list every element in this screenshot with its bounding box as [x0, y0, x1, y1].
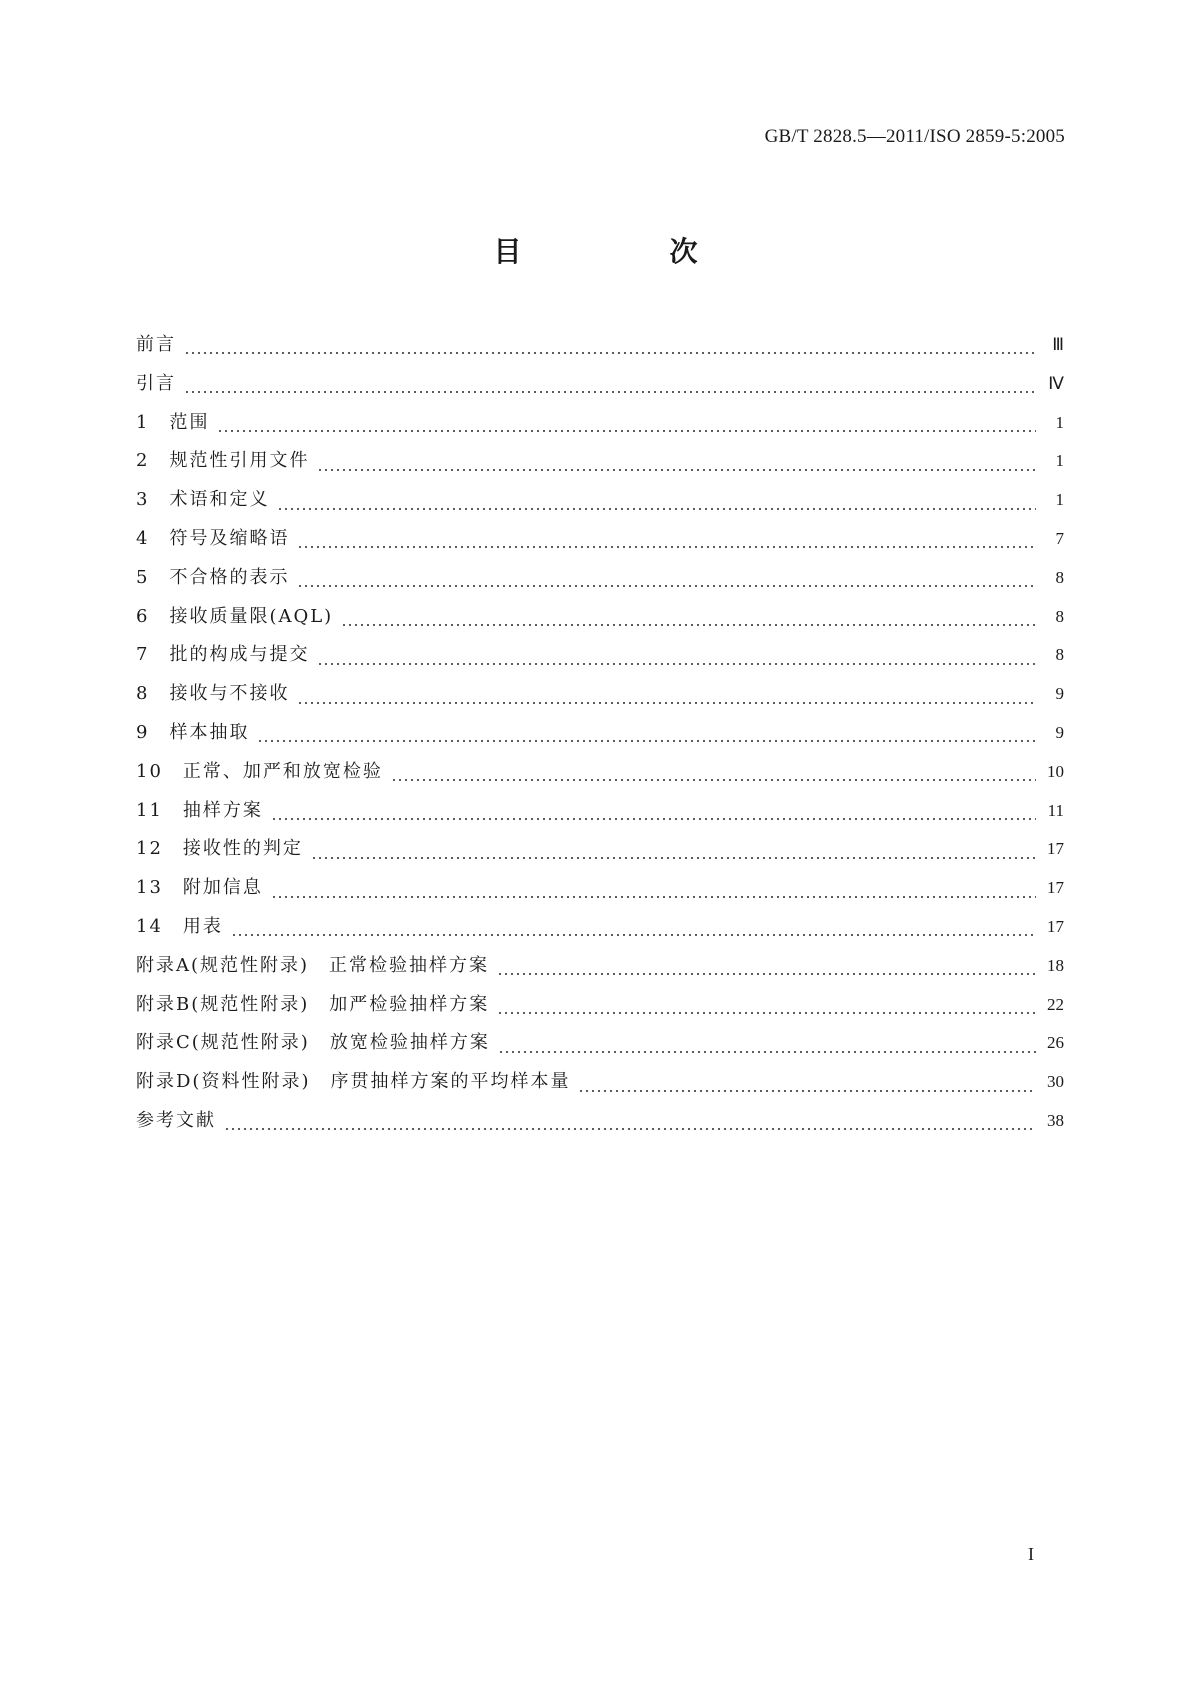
- toc-entry-page: 30: [1047, 1072, 1064, 1092]
- page-title: 目 次: [493, 235, 758, 268]
- toc-entry[interactable]: [136, 990, 1064, 1029]
- toc-entry-label: 13 附加信息: [136, 877, 263, 899]
- toc-entry-page: 1: [1055, 490, 1064, 510]
- toc-entry-label: 11 抽样方案: [136, 799, 263, 821]
- toc-entry-page: 9: [1055, 684, 1064, 704]
- toc-entry-page: 7: [1055, 528, 1064, 548]
- toc-entry[interactable]: [136, 1106, 1064, 1145]
- dot-leader: [497, 1012, 1036, 1014]
- toc-entry-label: 14 用表: [136, 915, 223, 937]
- toc-entry-page: 9: [1055, 722, 1064, 742]
- toc-entry-label: 9 样本抽取: [136, 721, 250, 743]
- toc-entry[interactable]: [136, 602, 1064, 641]
- dot-leader: [297, 546, 1036, 548]
- dot-leader: [231, 934, 1036, 936]
- dot-leader: [277, 508, 1036, 510]
- toc-entry[interactable]: [136, 757, 1064, 796]
- toc-entry-label: 1 范围: [136, 411, 210, 433]
- toc-entry-page: 17: [1047, 839, 1064, 859]
- toc-entry[interactable]: [136, 873, 1064, 912]
- toc-entry-label: 引言: [136, 372, 176, 394]
- toc-entry-label: 7 批的构成与提交: [136, 644, 310, 666]
- toc-entry-page: 22: [1047, 994, 1064, 1014]
- dot-leader: [317, 663, 1036, 665]
- dot-leader: [184, 391, 1036, 393]
- toc-entry[interactable]: [136, 524, 1064, 563]
- standard-number: GB/T 2828.5—2011/ISO 2859-5:2005: [764, 126, 1065, 147]
- page-number: I: [1028, 1544, 1034, 1564]
- toc-entry[interactable]: [136, 408, 1064, 447]
- dot-leader: [271, 818, 1036, 820]
- toc-entry-page: 11: [1047, 800, 1064, 820]
- dot-leader: [184, 352, 1036, 354]
- dot-leader: [224, 1128, 1036, 1130]
- toc-entry-page: 1: [1055, 451, 1064, 471]
- toc-entry-label: 2 规范性引用文件: [136, 450, 310, 472]
- toc-entry[interactable]: [136, 679, 1064, 718]
- toc-entry[interactable]: [136, 796, 1064, 835]
- toc-entry-label: 6 接收质量限(AQL): [136, 605, 334, 627]
- toc-entry-page: 10: [1047, 761, 1064, 781]
- toc-entry[interactable]: [136, 640, 1064, 679]
- dot-leader: [578, 1090, 1036, 1092]
- toc-entry-label: 10 正常、加严和放宽检验: [136, 760, 383, 782]
- toc-entry-page: 26: [1047, 1033, 1064, 1053]
- toc-entry-label: 12 接收性的判定: [136, 838, 303, 860]
- dot-leader: [297, 585, 1036, 587]
- dot-leader: [497, 973, 1036, 975]
- dot-leader: [271, 896, 1036, 898]
- dot-leader: [391, 779, 1036, 781]
- dot-leader: [217, 430, 1036, 432]
- toc-entry-page: 17: [1047, 878, 1064, 898]
- toc-entry[interactable]: [136, 330, 1064, 369]
- toc-entry-label: 附录D(资料性附录) 序贯抽样方案的平均样本量: [136, 1071, 571, 1093]
- toc-entry[interactable]: [136, 563, 1064, 602]
- toc-entry-label: 附录C(规范性附录) 放宽检验抽样方案: [136, 1032, 490, 1054]
- dot-leader: [257, 740, 1036, 742]
- toc-entry-label: 3 术语和定义: [136, 489, 270, 511]
- toc-entry-page: 8: [1055, 567, 1064, 587]
- toc-entry-label: 8 接收与不接收: [136, 683, 290, 705]
- dot-leader: [498, 1051, 1036, 1053]
- toc-entry[interactable]: [136, 912, 1064, 951]
- toc-entry-label: 4 符号及缩略语: [136, 527, 290, 549]
- toc-entry-label: 附录B(规范性附录) 加严检验抽样方案: [136, 993, 490, 1015]
- toc-entry-page: 38: [1047, 1110, 1064, 1130]
- toc-entry[interactable]: [136, 369, 1064, 408]
- toc-entry-label: 附录A(规范性附录) 正常检验抽样方案: [136, 954, 490, 976]
- toc-entry[interactable]: [136, 1067, 1064, 1106]
- toc-entry-page: 1: [1055, 412, 1064, 432]
- dot-leader: [341, 624, 1036, 626]
- toc-entry[interactable]: [136, 446, 1064, 485]
- toc-entry-page: 17: [1047, 916, 1064, 936]
- toc-entry[interactable]: [136, 834, 1064, 873]
- toc-entry-label: 5 不合格的表示: [136, 566, 290, 588]
- toc-entry[interactable]: [136, 951, 1064, 990]
- table-of-contents: [136, 330, 1064, 1145]
- toc-entry[interactable]: [136, 485, 1064, 524]
- toc-entry-page: Ⅳ: [1048, 373, 1064, 393]
- toc-entry[interactable]: [136, 1028, 1064, 1067]
- dot-leader: [317, 469, 1036, 471]
- toc-entry-label: 前言: [136, 334, 176, 355]
- dot-leader: [297, 702, 1036, 704]
- toc-entry-page: 18: [1047, 955, 1064, 975]
- toc-entry-page: 8: [1055, 645, 1064, 665]
- toc-entry[interactable]: [136, 718, 1064, 757]
- toc-entry-page: Ⅲ: [1052, 335, 1064, 354]
- toc-entry-label: 参考文献: [136, 1109, 216, 1131]
- toc-entry-page: 8: [1055, 606, 1064, 626]
- dot-leader: [311, 857, 1036, 859]
